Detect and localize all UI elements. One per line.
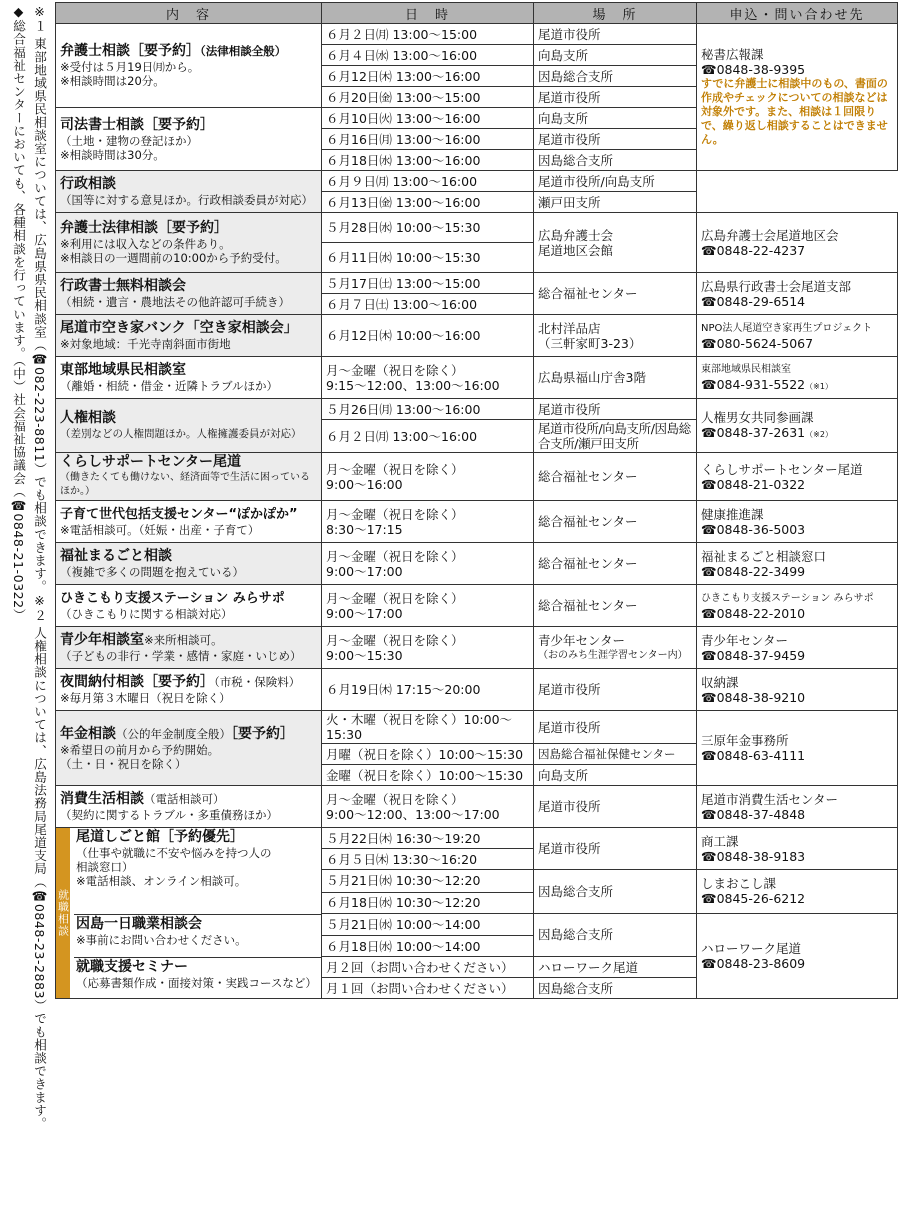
item-place: 総合福祉センター	[534, 543, 697, 585]
time-line: 月〜金曜（祝日を除く）	[326, 362, 464, 378]
item-contact	[697, 711, 898, 786]
item-place	[534, 627, 697, 669]
item-datetime	[322, 453, 534, 501]
header-place: 場 所	[534, 3, 697, 24]
item-datetime	[322, 627, 534, 669]
time-line: 月〜金曜（祝日を除く）	[326, 506, 464, 522]
item-content	[56, 171, 322, 213]
time-line: 月〜金曜（祝日を除く）	[326, 590, 464, 606]
table-row	[56, 627, 898, 669]
contact-name: しまおこし課	[701, 876, 777, 892]
contact-name: くらしサポートセンター尾道	[701, 461, 863, 477]
item-datetime: 火・木曜（祝日を除く）10:00〜15:30	[322, 711, 534, 744]
time-line: 9:00〜16:00	[326, 476, 403, 492]
contact-tel: 0848-37-2631	[716, 424, 806, 440]
item-datetime: ６月７日㈯ 13:00〜16:00	[322, 294, 534, 315]
item-title: 消費生活相談	[60, 791, 144, 807]
item-datetime: ５月22日㈭ 16:30〜19:20	[322, 828, 534, 849]
item-datetime	[322, 357, 534, 399]
side-note-line-2: ◆総合福祉センターにおいても、各種相談を行っています。（中）社会福祉協議会（☎0848-21-0322）	[11, 4, 26, 622]
item-contact	[697, 501, 898, 543]
contact-tel: 0848-21-0322	[716, 476, 806, 492]
item-place: 尾道市役所	[534, 711, 697, 744]
item-datetime: 月２回（お問い合わせください）	[322, 957, 534, 978]
contact-name: 東部地域県民相談室	[701, 363, 791, 375]
item-title: 尾道しごと館［予約優先］	[76, 829, 244, 845]
item-title: 青少年相談室	[60, 632, 144, 648]
contact-name: ひきこもり支援ステーション みらサポ	[701, 592, 874, 604]
contact-name: 広島県行政書士会尾道支部	[701, 278, 852, 294]
item-title: 夜間納付相談［要予約］	[60, 674, 214, 690]
contact-tel: 0848-22-3499	[716, 563, 806, 579]
phone-icon	[701, 522, 717, 537]
item-title: くらしサポートセンター尾道	[60, 454, 242, 470]
item-content	[56, 501, 322, 543]
item-title-suffix: ［要予約］	[231, 725, 294, 742]
time-line: 月〜金曜（祝日を除く）	[326, 548, 464, 564]
contact-tel: 0845-26-6212	[716, 891, 806, 907]
phone-icon	[701, 891, 717, 906]
item-place: 尾道市役所	[534, 669, 697, 711]
item-content	[56, 627, 322, 669]
item-datetime: ６月２日㈪ 13:00〜16:00	[322, 420, 534, 453]
item-place: 尾道市役所/向島支所/因島総合支所/瀬戸田支所	[534, 420, 697, 453]
item-contact	[697, 913, 898, 999]
contact-name: 広島弁護士会尾道地区会	[701, 227, 839, 243]
contact-tel: 0848-29-6514	[716, 293, 806, 309]
item-content	[56, 315, 322, 357]
place-line: 尾道地区会館	[538, 242, 614, 258]
item-note: （離婚・相続・借金・近隣トラブルほか）	[60, 379, 279, 393]
contact-note: すでに弁護士に相談中のもの、書面の作成やチェックについての相談などは対象外です。また、相談は１回限りで、繰り返し相談することはできません。	[701, 77, 888, 146]
phone-icon	[701, 294, 717, 309]
time-line: 9:00〜17:00	[326, 605, 403, 621]
contact-tel: 0848-38-9395	[716, 62, 806, 77]
item-place: ハローワーク尾道	[534, 957, 697, 978]
phone-icon	[701, 748, 717, 763]
item-content	[56, 24, 322, 108]
item-datetime: ６月10日㈫ 13:00〜16:00	[322, 108, 534, 129]
contact-tel: 0848-38-9210	[716, 689, 806, 705]
item-title: 弁護士法律相談［要予約］	[60, 220, 228, 236]
item-datetime: ６月18日㈬ 10:30〜12:20	[322, 892, 534, 913]
contact-tel: 0848-63-4111	[716, 748, 806, 763]
phone-icon	[701, 477, 717, 492]
phone-icon	[701, 62, 717, 77]
item-datetime: ６月９日㈪ 13:00〜16:00	[322, 171, 534, 192]
contact-name: 三原年金事務所	[701, 733, 789, 748]
contact-name: 健康推進課	[701, 506, 764, 522]
item-content	[56, 108, 322, 171]
item-title: 人権相談	[60, 410, 116, 426]
phone-icon	[701, 564, 717, 579]
item-subtitle: （市税・保険料）	[214, 675, 301, 689]
item-note: ※希望日の前月から予約開始。	[60, 742, 220, 757]
item-contact	[697, 315, 898, 357]
item-note: （国等に対する意見ほか。行政相談委員が対応）	[60, 193, 313, 207]
table-row	[56, 828, 898, 849]
item-datetime: ５月26日㈪ 13:00〜16:00	[322, 399, 534, 420]
item-place: 向島支所	[534, 765, 697, 786]
time-line: 9:00〜12:00、13:00〜17:00	[326, 806, 500, 822]
header-content: 内 容	[56, 3, 322, 24]
item-content	[74, 957, 321, 998]
item-note: （相続・遺言・農地法その他許認可手続き）	[60, 295, 290, 309]
item-subtitle: ※来所相談可。	[144, 633, 223, 647]
item-note: （応募書類作成・面接対策・実践コースなど）	[76, 976, 317, 990]
item-place: 総合福祉センター	[534, 585, 697, 627]
table-row	[56, 399, 898, 420]
item-note: （契約に関するトラブル・多重債務ほか）	[60, 808, 279, 822]
table-row	[56, 543, 898, 585]
item-place	[534, 315, 697, 357]
item-datetime: ６月２日㈪ 13:00〜15:00	[322, 24, 534, 45]
item-note: ※毎月第３木曜日（祝日を除く）	[60, 691, 231, 705]
contact-name: 収納課	[701, 674, 739, 690]
time-line: 9:00〜17:00	[326, 563, 403, 579]
item-datetime: ５月21日㈬ 10:00〜14:00	[322, 913, 534, 936]
item-note: （差別などの人権問題ほか。人権擁護委員が対応）	[60, 428, 302, 440]
item-place: 因島総合支所	[534, 913, 697, 957]
item-datetime: ６月16日㈪ 13:00〜16:00	[322, 129, 534, 150]
job-section-label: 就職相談	[56, 828, 70, 998]
item-note: （複雑で多くの問題を抱えている）	[60, 565, 244, 579]
contact-name: ハローワーク尾道	[701, 940, 802, 956]
item-content	[56, 543, 322, 585]
item-datetime: ６月13日㈮ 13:00〜16:00	[322, 192, 534, 213]
item-datetime: ６月12日㈭ 13:00〜16:00	[322, 66, 534, 87]
item-note: ※電話相談可。（妊娠・出産・子育て）	[60, 523, 260, 537]
time-line: 月〜金曜（祝日を除く）	[326, 791, 464, 807]
table-row	[56, 315, 898, 357]
item-place: 尾道市役所	[534, 828, 697, 870]
item-datetime: 月曜（祝日を除く）10:00〜15:30	[322, 744, 534, 765]
table-row	[56, 501, 898, 543]
contact-tel: 0848-37-9459	[716, 647, 806, 663]
time-line: 9:00〜15:30	[326, 647, 403, 663]
contact-name: 尾道市消費生活センター	[701, 791, 839, 807]
item-note: ※相談時間は20分。	[60, 74, 165, 88]
header-datetime: 日 時	[322, 3, 534, 24]
contact-name: 秘書広報課	[701, 47, 764, 62]
time-line: 月〜金曜（祝日を除く）	[326, 461, 464, 477]
phone-icon	[701, 606, 717, 621]
phone-icon	[701, 377, 717, 392]
item-datetime: ６月11日㈬ 10:00〜15:30	[322, 243, 534, 273]
consultation-table	[55, 2, 898, 999]
phone-icon	[701, 690, 717, 705]
contact-tel: 0848-22-4237	[716, 242, 806, 258]
contact-name: NPO法人尾道空き家再生プロジェクト	[701, 322, 873, 334]
table-row	[56, 213, 898, 243]
contact-tel: 0848-36-5003	[716, 521, 806, 537]
contact-tel: 0848-38-9183	[716, 848, 806, 864]
item-place: 尾道市役所	[534, 87, 697, 108]
item-title: 弁護士相談［要予約］	[60, 43, 200, 59]
item-note: ※受付は５月19日㈪から。	[60, 60, 200, 74]
table-row	[56, 711, 898, 744]
contact-tel: 0848-22-2010	[716, 605, 806, 621]
phone-icon	[701, 648, 717, 663]
table-row	[56, 357, 898, 399]
item-datetime	[322, 786, 534, 828]
item-place: 因島総合支所	[534, 870, 697, 914]
item-contact	[697, 357, 898, 399]
item-note: ※相談時間は30分。	[60, 147, 165, 162]
item-note: ※事前にお問い合わせください。	[76, 933, 247, 947]
item-contact	[697, 585, 898, 627]
side-note	[6, 4, 50, 1209]
table-row	[56, 171, 898, 192]
time-line: 8:30〜17:15	[326, 521, 403, 537]
item-place: 尾道市役所	[534, 129, 697, 150]
item-note: （ひきこもりに関する相談対応）	[60, 607, 233, 621]
place-line: 広島弁護士会	[538, 227, 614, 243]
item-title: 福祉まるごと相談	[60, 548, 172, 564]
phone-icon	[701, 243, 717, 258]
item-note: ※相談日の一週間前の10:00から予約受付。	[60, 251, 287, 265]
item-content	[74, 828, 321, 912]
item-title: 因島一日職業相談会	[76, 916, 202, 932]
phone-icon	[701, 336, 717, 351]
item-contact	[697, 399, 898, 453]
contact-name: 商工課	[701, 833, 739, 849]
footnote-mark: （※2）	[805, 429, 833, 439]
item-content	[56, 399, 322, 453]
item-title: ひきこもり支援ステーション みらサポ	[60, 591, 285, 606]
place-line: （三軒家町3-23）	[538, 335, 642, 351]
phone-icon	[701, 807, 717, 822]
item-datetime: 月１回（お問い合わせください）	[322, 978, 534, 999]
item-content	[56, 786, 322, 828]
item-datetime: ６月19日㈭ 17:15〜20:00	[322, 669, 534, 711]
item-note: （土・日・祝日を除く）	[60, 756, 187, 771]
header-contact: 申込・問い合わせ先	[697, 3, 898, 24]
item-place: 因島総合支所	[534, 978, 697, 999]
item-content	[56, 273, 322, 315]
contact-name: 福祉まるごと相談窓口	[701, 548, 827, 564]
item-title: 行政相談	[60, 176, 116, 192]
item-title: 年金相談	[60, 725, 116, 742]
table-header	[56, 3, 898, 24]
item-contact	[697, 786, 898, 828]
item-contact	[697, 24, 898, 171]
item-datetime	[322, 501, 534, 543]
time-line: 月〜金曜（祝日を除く）	[326, 632, 464, 648]
item-note: （働きたくても働けない、経済面等で生活に困っているほか。）	[60, 472, 310, 497]
item-content	[56, 357, 322, 399]
phone-icon	[701, 425, 717, 440]
item-subtitle: （公的年金制度全般）	[116, 726, 231, 741]
item-title: 行政書士無料相談会	[60, 278, 186, 294]
item-note: ※対象地域：千光寺南斜面市街地	[60, 337, 231, 351]
item-place: 尾道市役所	[534, 24, 697, 45]
place-line: 青少年センター	[538, 632, 626, 648]
item-note: （子どもの非行・学業・感情・家庭・いじめ）	[60, 649, 302, 663]
item-title: 東部地域県民相談室	[60, 362, 186, 378]
item-content	[56, 585, 322, 627]
table-row	[56, 585, 898, 627]
time-line: 9:15〜12:00、13:00〜16:00	[326, 377, 500, 393]
item-contact	[697, 828, 898, 870]
table-row	[56, 453, 898, 501]
item-place: 尾道市役所	[534, 786, 697, 828]
table-row	[56, 786, 898, 828]
job-section	[56, 828, 322, 999]
item-place: 総合福祉センター	[534, 453, 697, 501]
item-datetime: ６月５日㈭ 13:30〜16:20	[322, 849, 534, 870]
contact-name: 人権男女共同参画課	[701, 409, 814, 425]
place-line: （おのみち生涯学習センター内）	[538, 649, 688, 661]
item-subtitle: （法律相談全般）	[200, 44, 287, 58]
item-title: 就職支援セミナー	[76, 959, 188, 975]
item-contact	[697, 870, 898, 914]
side-note-line-1: ※１ 東部地域県民相談室については、広島県県民相談室（☎082-223-8811）でも相談できます。※２ 人権相談については、広島法務局尾道支局（☎0848-23-2883）でも相談できます。	[32, 4, 47, 1131]
item-contact	[697, 543, 898, 585]
item-contact	[697, 453, 898, 501]
item-place: 因島総合福祉保健センター	[534, 744, 697, 765]
item-datetime: ６月18日㈬ 10:00〜14:00	[322, 936, 534, 957]
table-row	[56, 24, 898, 45]
item-place: 尾道市役所/向島支所	[534, 171, 697, 192]
item-note: 相談窓口）	[76, 860, 134, 874]
item-place: 尾道市役所	[534, 399, 697, 420]
item-content	[56, 453, 322, 501]
item-datetime: ６月12日㈭ 10:00〜16:00	[322, 315, 534, 357]
item-content	[56, 669, 322, 711]
item-datetime	[322, 543, 534, 585]
item-note: ※電話相談、オンライン相談可。	[76, 874, 247, 888]
item-datetime: ５月28日㈬ 10:00〜15:30	[322, 213, 534, 243]
item-note: （土地・建物の登記ほか）	[60, 133, 198, 148]
item-place	[534, 213, 697, 273]
item-place: 総合福祉センター	[534, 273, 697, 315]
contact-tel: 0848-23-8609	[716, 955, 806, 971]
item-title: 司法書士相談［要予約］	[60, 116, 214, 133]
item-note: ※利用には収入などの条件あり。	[60, 237, 231, 251]
contact-name: 青少年センター	[701, 632, 789, 648]
item-contact	[697, 273, 898, 315]
item-note: （仕事や就職に不安や悩みを持つ人の	[76, 846, 272, 860]
item-datetime	[322, 585, 534, 627]
item-content	[56, 711, 322, 786]
item-contact	[697, 213, 898, 273]
item-content	[56, 213, 322, 273]
footnote-mark: （※1）	[805, 381, 833, 391]
contact-tel: 080-5624-5067	[716, 335, 814, 351]
item-datetime: ６月４日㈬ 13:00〜16:00	[322, 45, 534, 66]
item-datetime: ５月17日㈯ 13:00〜15:00	[322, 273, 534, 294]
table-row	[56, 273, 898, 294]
contact-tel: 0848-37-4848	[716, 806, 806, 822]
contact-tel: 084-931-5522	[716, 376, 806, 392]
table-row	[56, 669, 898, 711]
item-place: 広島県福山庁舎3階	[534, 357, 697, 399]
item-place: 因島総合支所	[534, 150, 697, 171]
item-contact	[697, 627, 898, 669]
item-place: 因島総合支所	[534, 66, 697, 87]
phone-icon	[701, 956, 717, 971]
item-place: 向島支所	[534, 108, 697, 129]
item-datetime: 金曜（祝日を除く）10:00〜15:30	[322, 765, 534, 786]
item-subtitle: （電話相談可）	[144, 792, 225, 806]
item-datetime: ６月18日㈬ 13:00〜16:00	[322, 150, 534, 171]
item-datetime: ６月20日㈮ 13:00〜15:00	[322, 87, 534, 108]
place-line: 北村洋品店	[538, 320, 601, 336]
item-contact	[697, 669, 898, 711]
item-place: 向島支所	[534, 45, 697, 66]
item-place: 総合福祉センター	[534, 501, 697, 543]
item-place: 瀬戸田支所	[534, 192, 697, 213]
item-title: 尾道市空き家バンク「空き家相談会」	[60, 320, 298, 336]
item-datetime: ５月21日㈬ 10:30〜12:20	[322, 870, 534, 893]
item-title: 子育て世代包括支援センター“ぽかぽか”	[60, 507, 298, 522]
phone-icon	[701, 849, 717, 864]
item-content	[74, 914, 321, 957]
